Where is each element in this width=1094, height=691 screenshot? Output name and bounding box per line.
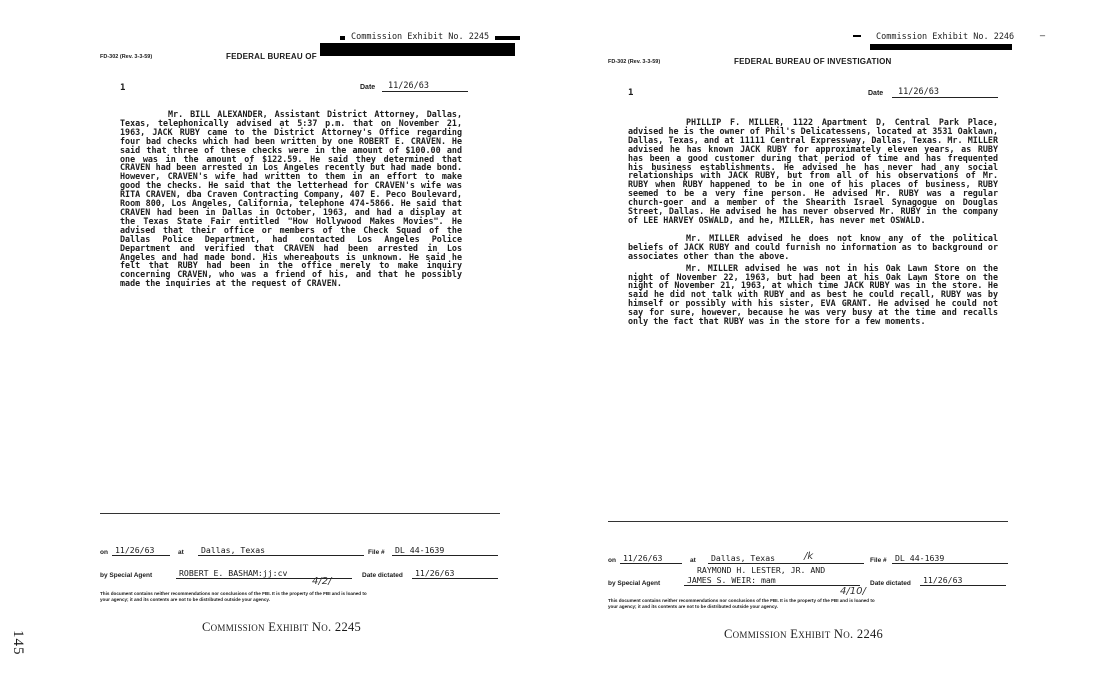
- file-label: File #: [368, 549, 385, 556]
- disclaimer-line: your agency; it and its contents are not to be distributed outside your agency.: [100, 596, 270, 602]
- interview-date: 11/26/63: [620, 553, 682, 564]
- handwritten-mark: 4/10/: [840, 586, 866, 597]
- exhibit-2245-document: [100, 0, 510, 691]
- corner-mark: _: [1040, 26, 1045, 37]
- exhibit-caption: Commission Exhibit No. 2245: [202, 620, 362, 634]
- dictated-date: 11/26/63: [412, 568, 498, 579]
- disclaimer-line: This document contains neither recommendations nor conclusions of the FBI. It is the property of the FBI and is loaned to: [100, 591, 367, 596]
- dictated-date: 11/26/63: [920, 575, 1006, 586]
- agent-label: by Special Agent: [100, 572, 153, 579]
- form-code: FD-302 (Rev. 3-3-59): [608, 59, 661, 65]
- disclaimer: [100, 591, 367, 602]
- report-date: 11/26/63: [382, 81, 468, 92]
- exhibit-caption: Commission Exhibit No. 2246: [724, 627, 884, 641]
- redaction-bar: [870, 44, 1012, 50]
- file-label: File #: [870, 557, 887, 564]
- disclaimer-line: your agency; it and its contents are not to be distributed outside your agency.: [608, 603, 778, 609]
- at-label: at: [690, 557, 696, 564]
- report-date: 11/26/63: [892, 87, 998, 98]
- divider-line: [608, 521, 1008, 522]
- agency-header: FEDERAL BUREAU OF INVESTIGATION: [734, 57, 892, 66]
- handwritten-mark: 4/2/: [312, 576, 332, 587]
- report-paragraph: PHILLIP F. MILLER, 1122 Apartment D, Central Park Place, advised he is the owner of Phil's Delicatessens, located at 3531 Oaklawn, Dallas, Texas, and at 11111 Central Expressway, Dallas, Texas. Mr. MILLER advised he has known JACK RUBY for approximately eleven years, as RUBY has been a good customer during that period of time and has frequented his business establishments. He advised he has never had any social relationships with JACK RUBY, but from all of his observations of Mr. RUBY when RUBY happened to be in one of his places of business, RUBY seemed to be a very fine person. He advised Mr. RUBY was a regular church-goer and a member of the Shearith Israel Synagogue on Douglas Street, Dallas. He advised he has never observed Mr. RUBY in the company of LEE HARVEY OSWALD, and he, MILLER, has never met OSWALD.: [628, 117, 998, 225]
- report-body: [628, 118, 998, 326]
- on-label: on: [608, 557, 616, 564]
- interview-date: 11/26/63: [112, 545, 170, 556]
- redaction-bar: [320, 43, 515, 56]
- agent-label: by Special Agent: [608, 580, 661, 587]
- page-indicator: 1: [120, 83, 126, 93]
- date-label: Date: [360, 84, 376, 91]
- form-code: FD-302 (Rev. 3-3-59): [100, 54, 153, 60]
- on-label: on: [100, 549, 108, 556]
- dictated-label: Date dictated: [870, 580, 911, 587]
- redaction-bar-top: [853, 35, 861, 37]
- interview-place: Dallas, Texas: [708, 553, 864, 564]
- date-label: Date: [868, 90, 884, 97]
- report-body: [120, 110, 462, 288]
- at-label: at: [178, 549, 184, 556]
- agency-header: FEDERAL BUREAU OF: [226, 52, 317, 61]
- divider-line: [100, 513, 500, 514]
- interview-place: Dallas, Texas: [198, 545, 364, 556]
- special-agent: ROBERT E. BASHAM:jj:cv: [176, 568, 352, 579]
- report-paragraph: Mr. MILLER advised he does not know any of the political beliefs of JACK RUBY and could furnish no information as to background or associates other than the above.: [628, 232, 998, 261]
- exhibit-2246-document: [608, 0, 1045, 691]
- file-number: DL 44-1639: [392, 545, 498, 556]
- special-agent-line-2: JAMES S. WEIR: mam: [684, 575, 860, 586]
- report-paragraph: Mr. MILLER advised he was not in his Oak Lawn Store on the night of November 22, 1963, but had been at his Oak Lawn Store on the night of November 21, 1963, at which time JACK RUBY was in the store. He said he did not talk with RUBY and as best he could recall, RUBY was by himself or possibly with his sister, EVA GRANT. He advised he could not say for sure, however, because he was very busy at the time and recalls only the fact that RUBY was in the store for a few moments.: [628, 262, 998, 327]
- disclaimer-line: This document contains neither recommendations nor conclusions of the FBI. It is the property of the FBI and is loaned to: [608, 598, 875, 603]
- special-agent-line-1: RAYMOND H. LESTER, JR. AND: [697, 565, 826, 575]
- handwritten-mark: /k: [804, 551, 814, 562]
- page-indicator: 1: [628, 88, 634, 98]
- report-paragraph: Mr. BILL ALEXANDER, Assistant District Attorney, Dallas, Texas, telephonically advised at 5:37 p.m. that on November 21, 1963, JACK RUBY came to the District Attorney's Office regarding four bad checks which had been written by one ROBERT E. CRAVEN. He said that three of these checks were in the amount of $100.00 and one was in the amount of $122.59. He said they determined that CRAVEN had been arrested in Los Angeles recently but had made bond. However, CRAVEN's wife had written to them in an effort to make good the checks. He said that the letterhead for CRAVEN's wife was RITA CRAVEN, dba Craven Contracting Company, 407 E. Peco Boulevard, Room 800, Los Angeles, California, telephone 474-5866. He said that CRAVEN had been in Dallas in October, 1963, and had a display at the Texas State Fair entitled "How Hollywood Makes Movies". He advised that their office or members of the Check Squad of the Dallas Police Department, had contacted Los Angeles Police Department and verified that CRAVEN had been arrested in Los Angeles and had made bond. His whereabouts is unknown. He said he felt that RUBY had been in the office merely to make inquiry concerning CRAVEN, who was a friend of his, and that he possibly made the inquiries at the request of CRAVEN.: [120, 109, 462, 289]
- page-number: 145: [10, 630, 26, 656]
- exhibit-stamp-top: Commission Exhibit No. 2245: [345, 32, 495, 42]
- file-number: DL 44-1639: [892, 553, 1008, 564]
- dictated-label: Date dictated: [362, 572, 403, 579]
- disclaimer: [608, 598, 875, 609]
- exhibit-stamp-top: Commission Exhibit No. 2246: [870, 32, 1020, 42]
